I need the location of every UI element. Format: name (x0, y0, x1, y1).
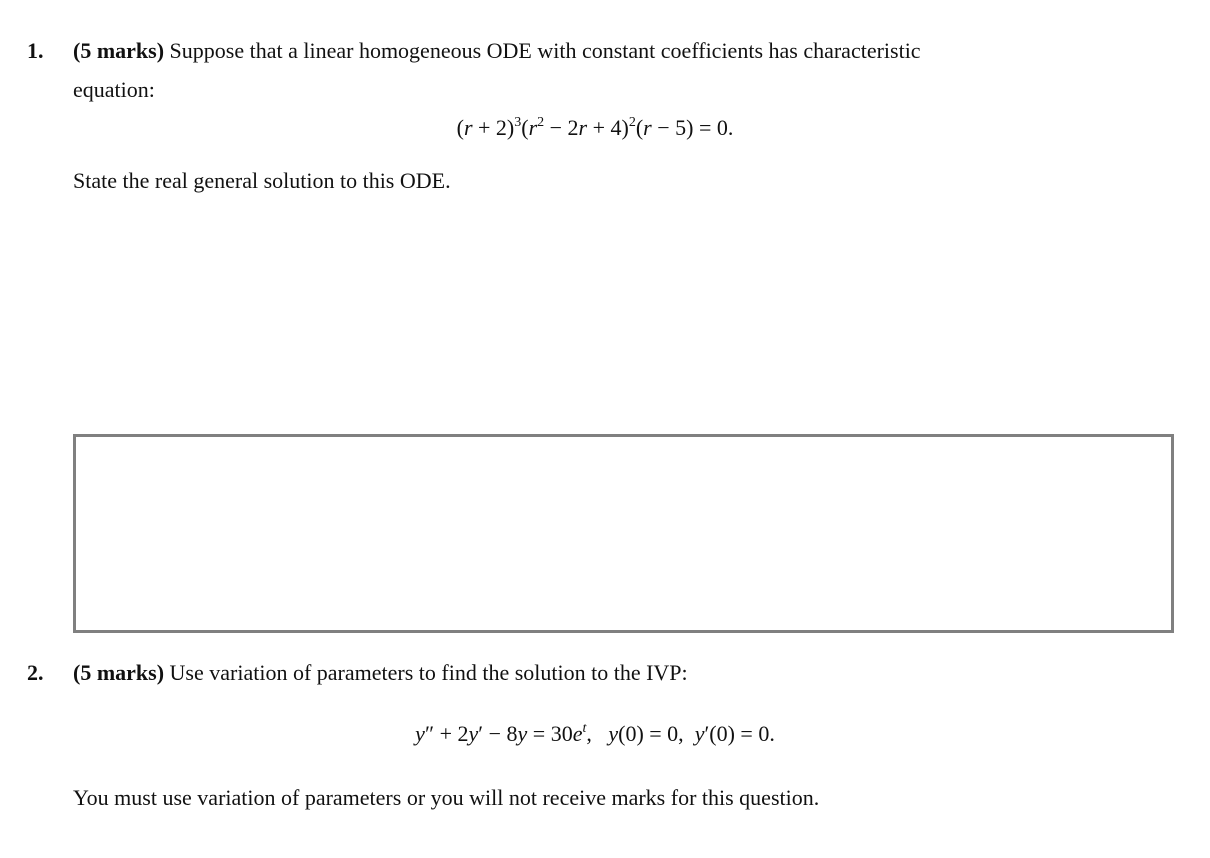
question-1-prompt (73, 31, 1173, 109)
question-2-marks: (5 marks) (73, 660, 165, 685)
question-2-prompt-text: Use variation of parameters to find the solution to the IVP: (164, 660, 688, 685)
answer-box[interactable] (73, 434, 1174, 633)
characteristic-equation: $(r + 2)^3(r^2 - 2r + 4)^2(r - 5) = 0$. (456, 115, 734, 140)
question-2-prompt (73, 653, 1173, 692)
ivp-equation: $y'' + 2y' - 8y = 30e^t$, y(0) = 0, y′(0) = 0. (415, 721, 775, 746)
question-1-prompt-line1: Suppose that a linear homogeneous ODE with constant coefficients has characteristic (164, 38, 921, 63)
question-2-instruction: You must use variation of parameters or you will not receive marks for this question. (73, 785, 820, 810)
question-2-number: 2. (27, 660, 44, 685)
question-1-prompt-line2: equation: (73, 77, 155, 102)
question-1-instruction: State the real general solution to this ODE. (73, 168, 451, 193)
question-1-marks: (5 marks) (73, 38, 165, 63)
question-1-number: 1. (27, 38, 44, 63)
